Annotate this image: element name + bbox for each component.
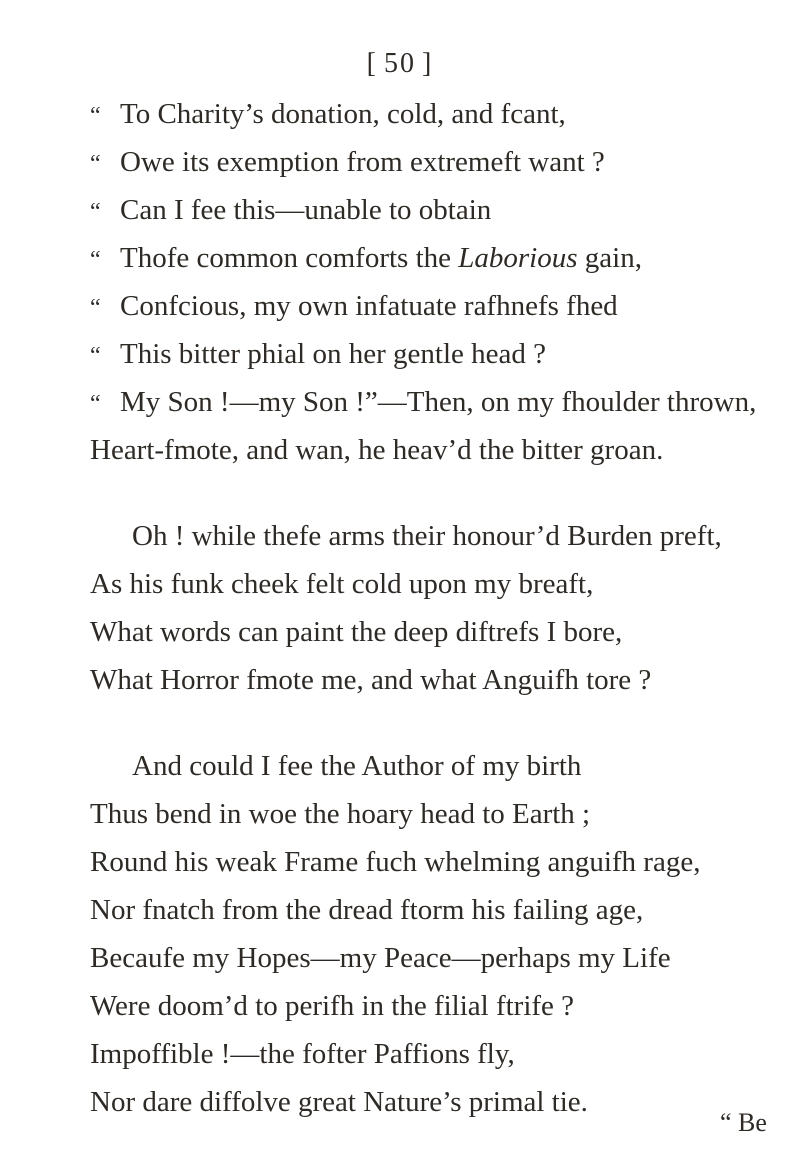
line-text: What Horror fmote me, and what Anguifh tore ?	[90, 664, 652, 696]
line-text: Becaufe my Hopes—my Peace—perhaps my Life	[90, 942, 671, 974]
line-text: What words can paint the deep diftrefs I bore,	[90, 616, 623, 648]
line-text: Oh ! while thefe arms their honour’d Burden preft,	[132, 520, 722, 552]
line-text: Nor fnatch from the dread ftorm his failing age,	[90, 894, 644, 926]
poem-line	[90, 1040, 515, 1069]
quote-mark: “	[90, 391, 101, 417]
poem-line	[90, 340, 546, 369]
poem-line	[90, 292, 618, 321]
page-number: 50	[384, 48, 416, 79]
line-text: To Charity’s donation, cold, and fcant,	[120, 98, 566, 130]
poem-line	[90, 848, 700, 877]
line-text-post: gain,	[577, 242, 642, 274]
poem-line	[90, 944, 671, 973]
line-text: Can I fee this—unable to obtain	[120, 194, 492, 226]
header-bracket-close: ]	[422, 48, 434, 79]
quote-mark: “	[90, 247, 101, 273]
line-text: My Son !—my Son !”—Then, on my fhoulder thrown,	[120, 386, 757, 418]
line-text: Impoffible !—the fofter Paffions fly,	[90, 1038, 515, 1070]
line-text: Were doom’d to perifh in the filial ftrife ?	[90, 990, 575, 1022]
quote-mark: “	[90, 295, 101, 321]
line-text: Nor dare diffolve great Nature’s primal tie.	[90, 1086, 588, 1118]
quote-mark: “	[90, 199, 101, 225]
header-bracket-open: [	[366, 48, 378, 79]
poem-line	[90, 896, 643, 925]
poem-line	[90, 388, 756, 417]
poem-line	[132, 752, 581, 781]
poem-line	[90, 148, 605, 177]
line-text-pre: Thofe common comforts the	[120, 242, 459, 274]
poem-line	[90, 800, 590, 829]
poem-line	[90, 570, 593, 599]
page-header	[0, 48, 800, 80]
poem-line	[90, 436, 663, 465]
catchword: “ Be	[720, 1108, 767, 1137]
line-text: Thus bend in woe the hoary head to Earth ;	[90, 798, 591, 830]
line-text: Owe its exemption from extremeft want ?	[120, 146, 605, 178]
line-text: Round his weak Frame fuch whelming anguifh rage,	[90, 846, 701, 878]
line-text: This bitter phial on her gentle head ?	[120, 338, 546, 370]
quote-mark: “	[90, 103, 101, 129]
poem-line	[90, 618, 622, 647]
poem-line	[132, 522, 722, 551]
poem-line	[90, 1088, 588, 1117]
line-text: And could I fee the Author of my birth	[132, 750, 582, 782]
poem-line	[90, 992, 574, 1021]
line-text: Confcious, my own infatuate rafhnefs fhed	[120, 290, 618, 322]
line-text-italic: Laborious	[458, 242, 578, 274]
quote-mark: “	[90, 151, 101, 177]
poem-line	[90, 100, 566, 129]
poem-line	[90, 244, 642, 273]
line-text: As his funk cheek felt cold upon my breaft,	[90, 568, 594, 600]
poem-line	[90, 666, 651, 695]
line-text: Heart-fmote, and wan, he heav’d the bitter groan.	[90, 434, 664, 466]
quote-mark: “	[90, 343, 101, 369]
poem-line	[90, 196, 491, 225]
